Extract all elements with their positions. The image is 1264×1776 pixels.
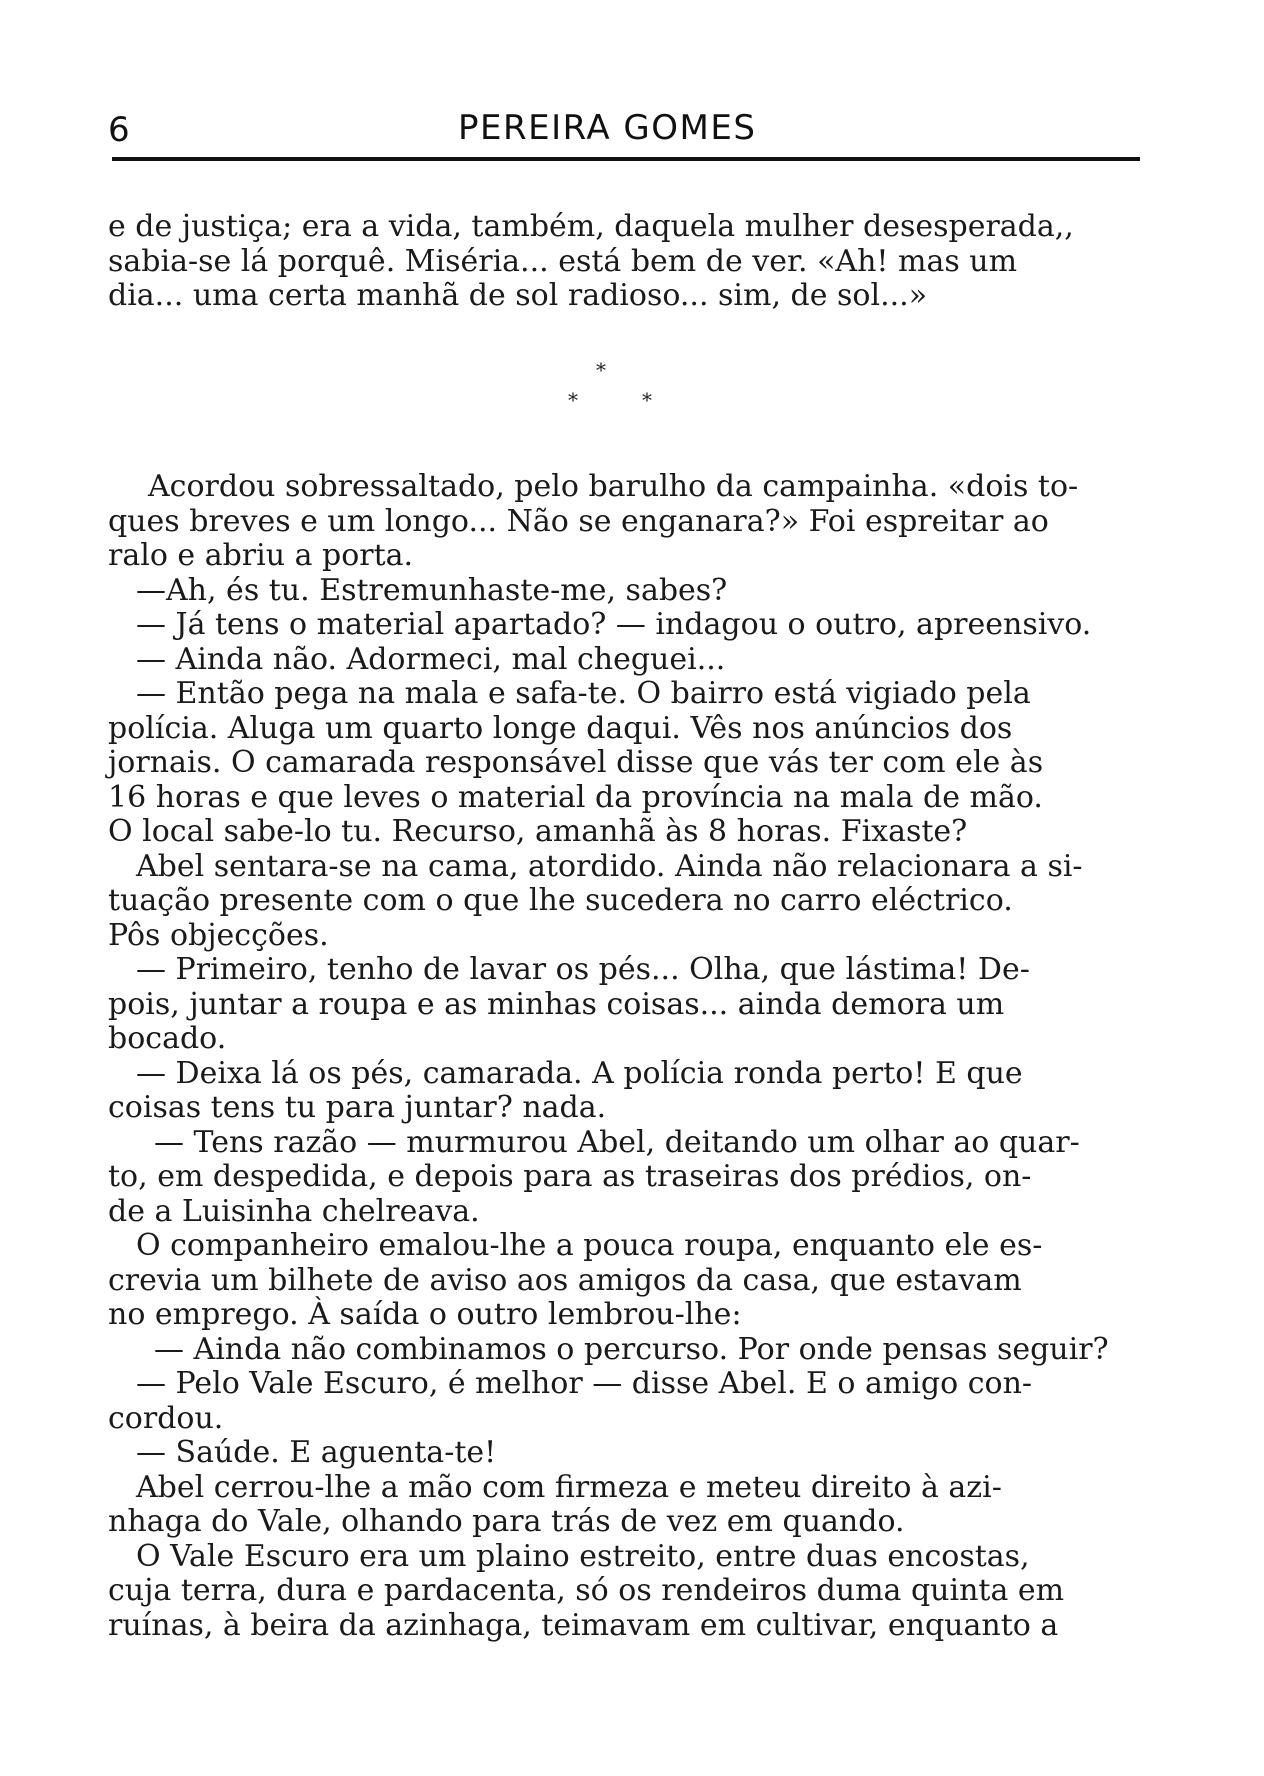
text-line: 16 horas e que leves o material da província na mala de mão. bbox=[108, 779, 1043, 815]
text-line: — Primeiro, tenho de lavar os pés... Olha, que lástima! De- bbox=[136, 952, 1030, 987]
text-line: pois, juntar a roupa e as minhas coisas... ainda demora um bbox=[108, 986, 1005, 1022]
text-line: Pôs objecções. bbox=[108, 917, 329, 953]
text-line: to, em despedida, e depois para as traseiras dos prédios, on- bbox=[108, 1159, 1032, 1194]
text-line: — Ainda não. Adormeci, mal cheguei... bbox=[136, 641, 726, 677]
text-block-top bbox=[108, 210, 1148, 314]
text-line: jornais. O camarada responsável disse que vás ter com ele às bbox=[108, 745, 1044, 780]
text-line: nhaga do Vale, olhando para trás de vez em quando. bbox=[108, 1504, 905, 1539]
text-line: coisas tens tu para juntar? nada. bbox=[108, 1090, 607, 1125]
text-line: — Tens razão — murmurou Abel, deitando um olhar ao quar- bbox=[154, 1124, 1080, 1160]
text-line: — Já tens o material apartado? — indagou o outro, apreensivo. bbox=[136, 607, 1092, 642]
text-line: Acordou sobressaltado, pelo barulho da campainha. «dois to- bbox=[148, 469, 1079, 504]
text-line: Abel cerrou-lhe a mão com firmeza e meteu direito à azi- bbox=[136, 1469, 1002, 1505]
text-line: polícia. Aluga um quarto longe daqui. Vês nos anúncios dos bbox=[108, 710, 1013, 746]
text-line: cuja terra, dura e pardacenta, só os rendeiros duma quinta em bbox=[108, 1573, 1065, 1608]
text-line: cordou. bbox=[108, 1400, 224, 1436]
text-line: O Vale Escuro era um plaino estreito, entre duas encostas, bbox=[136, 1538, 1030, 1574]
ornament-star: * bbox=[568, 388, 578, 412]
page-header bbox=[108, 100, 1148, 152]
text-line: ralo e abriu a porta. bbox=[108, 538, 414, 573]
text-line: — Pelo Vale Escuro, é melhor — disse Abel. E o amigo con- bbox=[136, 1366, 1033, 1401]
text-line: e de justiça; era a vida, também, daquela mulher desesperada,, bbox=[108, 209, 1074, 244]
text-line: sabia-se lá porquê. Miséria... está bem de ver. «Ah! mas um bbox=[108, 243, 1018, 279]
text-line: O companheiro emalou-lhe a pouca roupa, enquanto ele es- bbox=[136, 1228, 1043, 1263]
text-line: bocado. bbox=[108, 1021, 227, 1056]
text-line: crevia um bilhete de aviso aos amigos da casa, que estavam bbox=[108, 1262, 1022, 1298]
text-line: — Saúde. E aguenta-te! bbox=[136, 1435, 497, 1470]
text-line: Abel sentara-se na cama, atordido. Ainda não relacionara a si- bbox=[136, 848, 1083, 884]
text-line: — Ainda não combinamos o percurso. Por onde pensas seguir? bbox=[154, 1331, 1109, 1367]
text-line: dia... uma certa manhã de sol radioso... sim, de sol...» bbox=[108, 278, 928, 313]
page-number: 6 bbox=[108, 110, 130, 150]
text-line: de a Luisinha chelreava. bbox=[108, 1193, 480, 1229]
text-block-main bbox=[108, 470, 1148, 1643]
text-line: O local sabe-lo tu. Recurso, amanhã às 8 horas. Fixaste? bbox=[108, 814, 968, 849]
text-line: ruínas, à beira da azinhaga, teimavam em cultivar, enquanto a bbox=[108, 1607, 1059, 1643]
text-line: tuação presente com o que lhe sucedera no carro eléctrico. bbox=[108, 883, 1013, 918]
text-line: no emprego. À saída o outro lembrou-lhe: bbox=[108, 1297, 742, 1332]
text-line: —Ah, és tu. Estremunhaste-me, sabes? bbox=[136, 572, 728, 608]
text-line: — Então pega na mala e safa-te. O bairro está vigiado pela bbox=[136, 676, 1031, 711]
header-rule bbox=[112, 157, 1140, 161]
section-ornament bbox=[560, 358, 680, 418]
text-line: — Deixa lá os pés, camarada. A polícia ronda perto! E que bbox=[136, 1055, 1023, 1091]
ornament-star: * bbox=[596, 358, 606, 382]
text-line: ques breves e um longo... Não se enganara?» Foi espreitar ao bbox=[108, 503, 1049, 539]
ornament-star: * bbox=[642, 388, 652, 412]
running-title: PEREIRA GOMES bbox=[458, 108, 757, 148]
